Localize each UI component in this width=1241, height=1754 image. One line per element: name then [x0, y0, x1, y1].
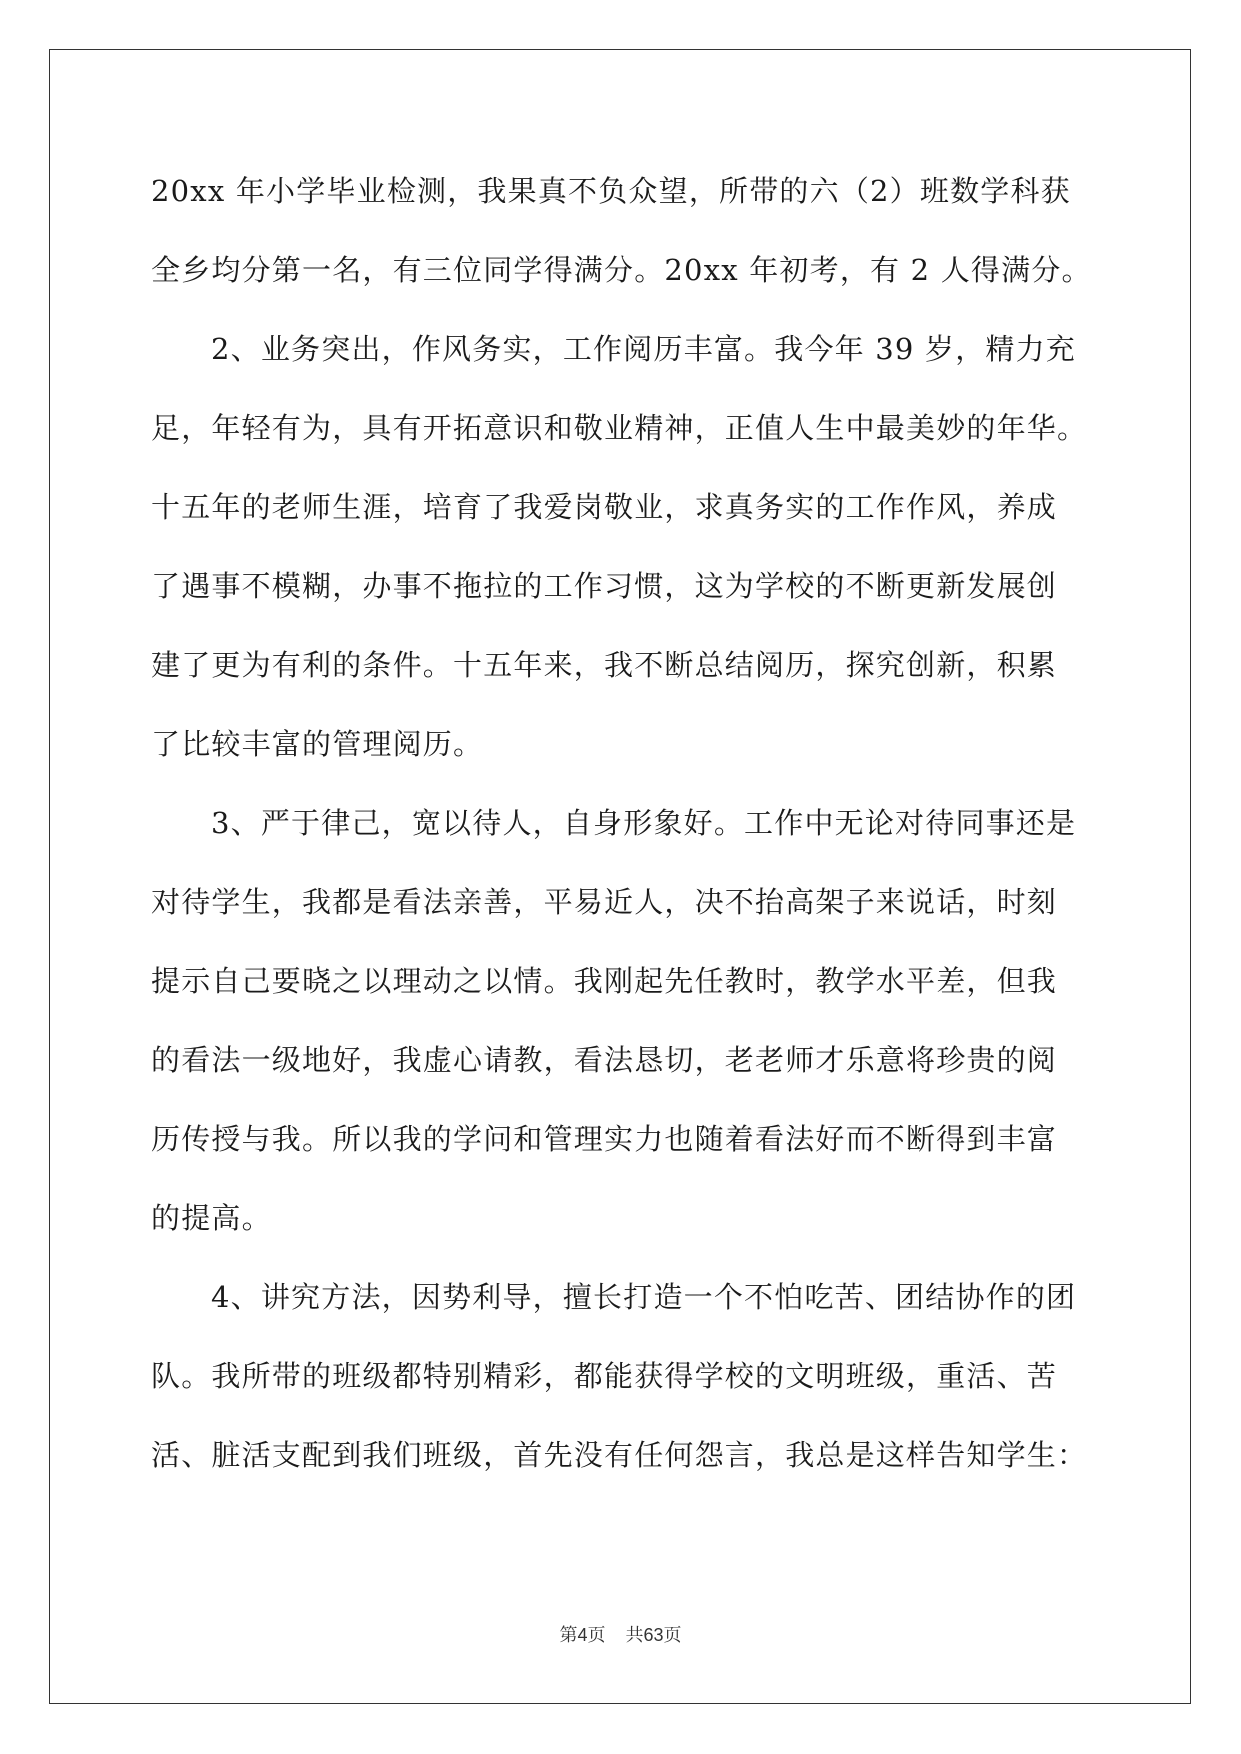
text-line: 十五年的老师生涯，培育了我爱岗敬业，求真务实的工作作风，养成: [151, 490, 1058, 524]
text-line: 提示自己要晓之以理动之以情。我刚起先任教时，教学水平差，但我: [151, 964, 1058, 998]
text-line: 建了更为有利的条件。十五年来，我不断总结阅历，探究创新，积累: [151, 648, 1058, 682]
text-line: 了比较丰富的管理阅历。: [151, 727, 484, 761]
text-line: 4、讲究方法，因势利导，擅长打造一个不怕吃苦、团结协作的团: [211, 1280, 1077, 1314]
text-line: 3、严于律己，宽以待人，自身形象好。工作中无论对待同事还是: [211, 806, 1077, 840]
footer-total-suffix: 页: [663, 1625, 682, 1646]
text-line: 足，年轻有为，具有开拓意识和敬业精神，正值人生中最美妙的年华。: [151, 411, 1088, 445]
text-line: 活、脏活支配到我们班级，首先没有任何怨言，我总是这样告知学生：: [151, 1438, 1088, 1472]
footer-current-page: 4: [577, 1625, 588, 1645]
footer-page-prefix: 第: [559, 1625, 578, 1646]
text-line: 队。我所带的班级都特别精彩，都能获得学校的文明班级，重活、苦: [151, 1359, 1058, 1393]
text-line: 历传授与我。所以我的学问和管理实力也随着看法好而不断得到丰富: [151, 1122, 1058, 1156]
footer-total-prefix: 共: [625, 1625, 644, 1646]
text-line: 20xx 年小学毕业检测，我果真不负众望，所带的六（2）班数学科获: [151, 174, 1071, 208]
document-body: [151, 160, 1096, 1503]
page-footer: [0, 1621, 1241, 1647]
text-line: 全乡均分第一名，有三位同学得满分。20xx 年初考，有 2 人得满分。: [151, 253, 1092, 287]
text-line: 的看法一级地好，我虚心请教，看法恳切，老老师才乐意将珍贵的阅: [151, 1043, 1058, 1077]
text-line: 2、业务突出，作风务实，工作阅历丰富。我今年 39 岁，精力充: [211, 332, 1076, 366]
text-line: 对待学生，我都是看法亲善，平易近人，决不抬高架子来说话，时刻: [151, 885, 1058, 919]
footer-page-suffix: 页: [587, 1625, 606, 1646]
text-line: 了遇事不模糊，办事不拖拉的工作习惯，这为学校的不断更新发展创: [151, 569, 1058, 603]
footer-total-pages: 63: [643, 1625, 664, 1645]
text-line: 的提高。: [151, 1201, 272, 1235]
